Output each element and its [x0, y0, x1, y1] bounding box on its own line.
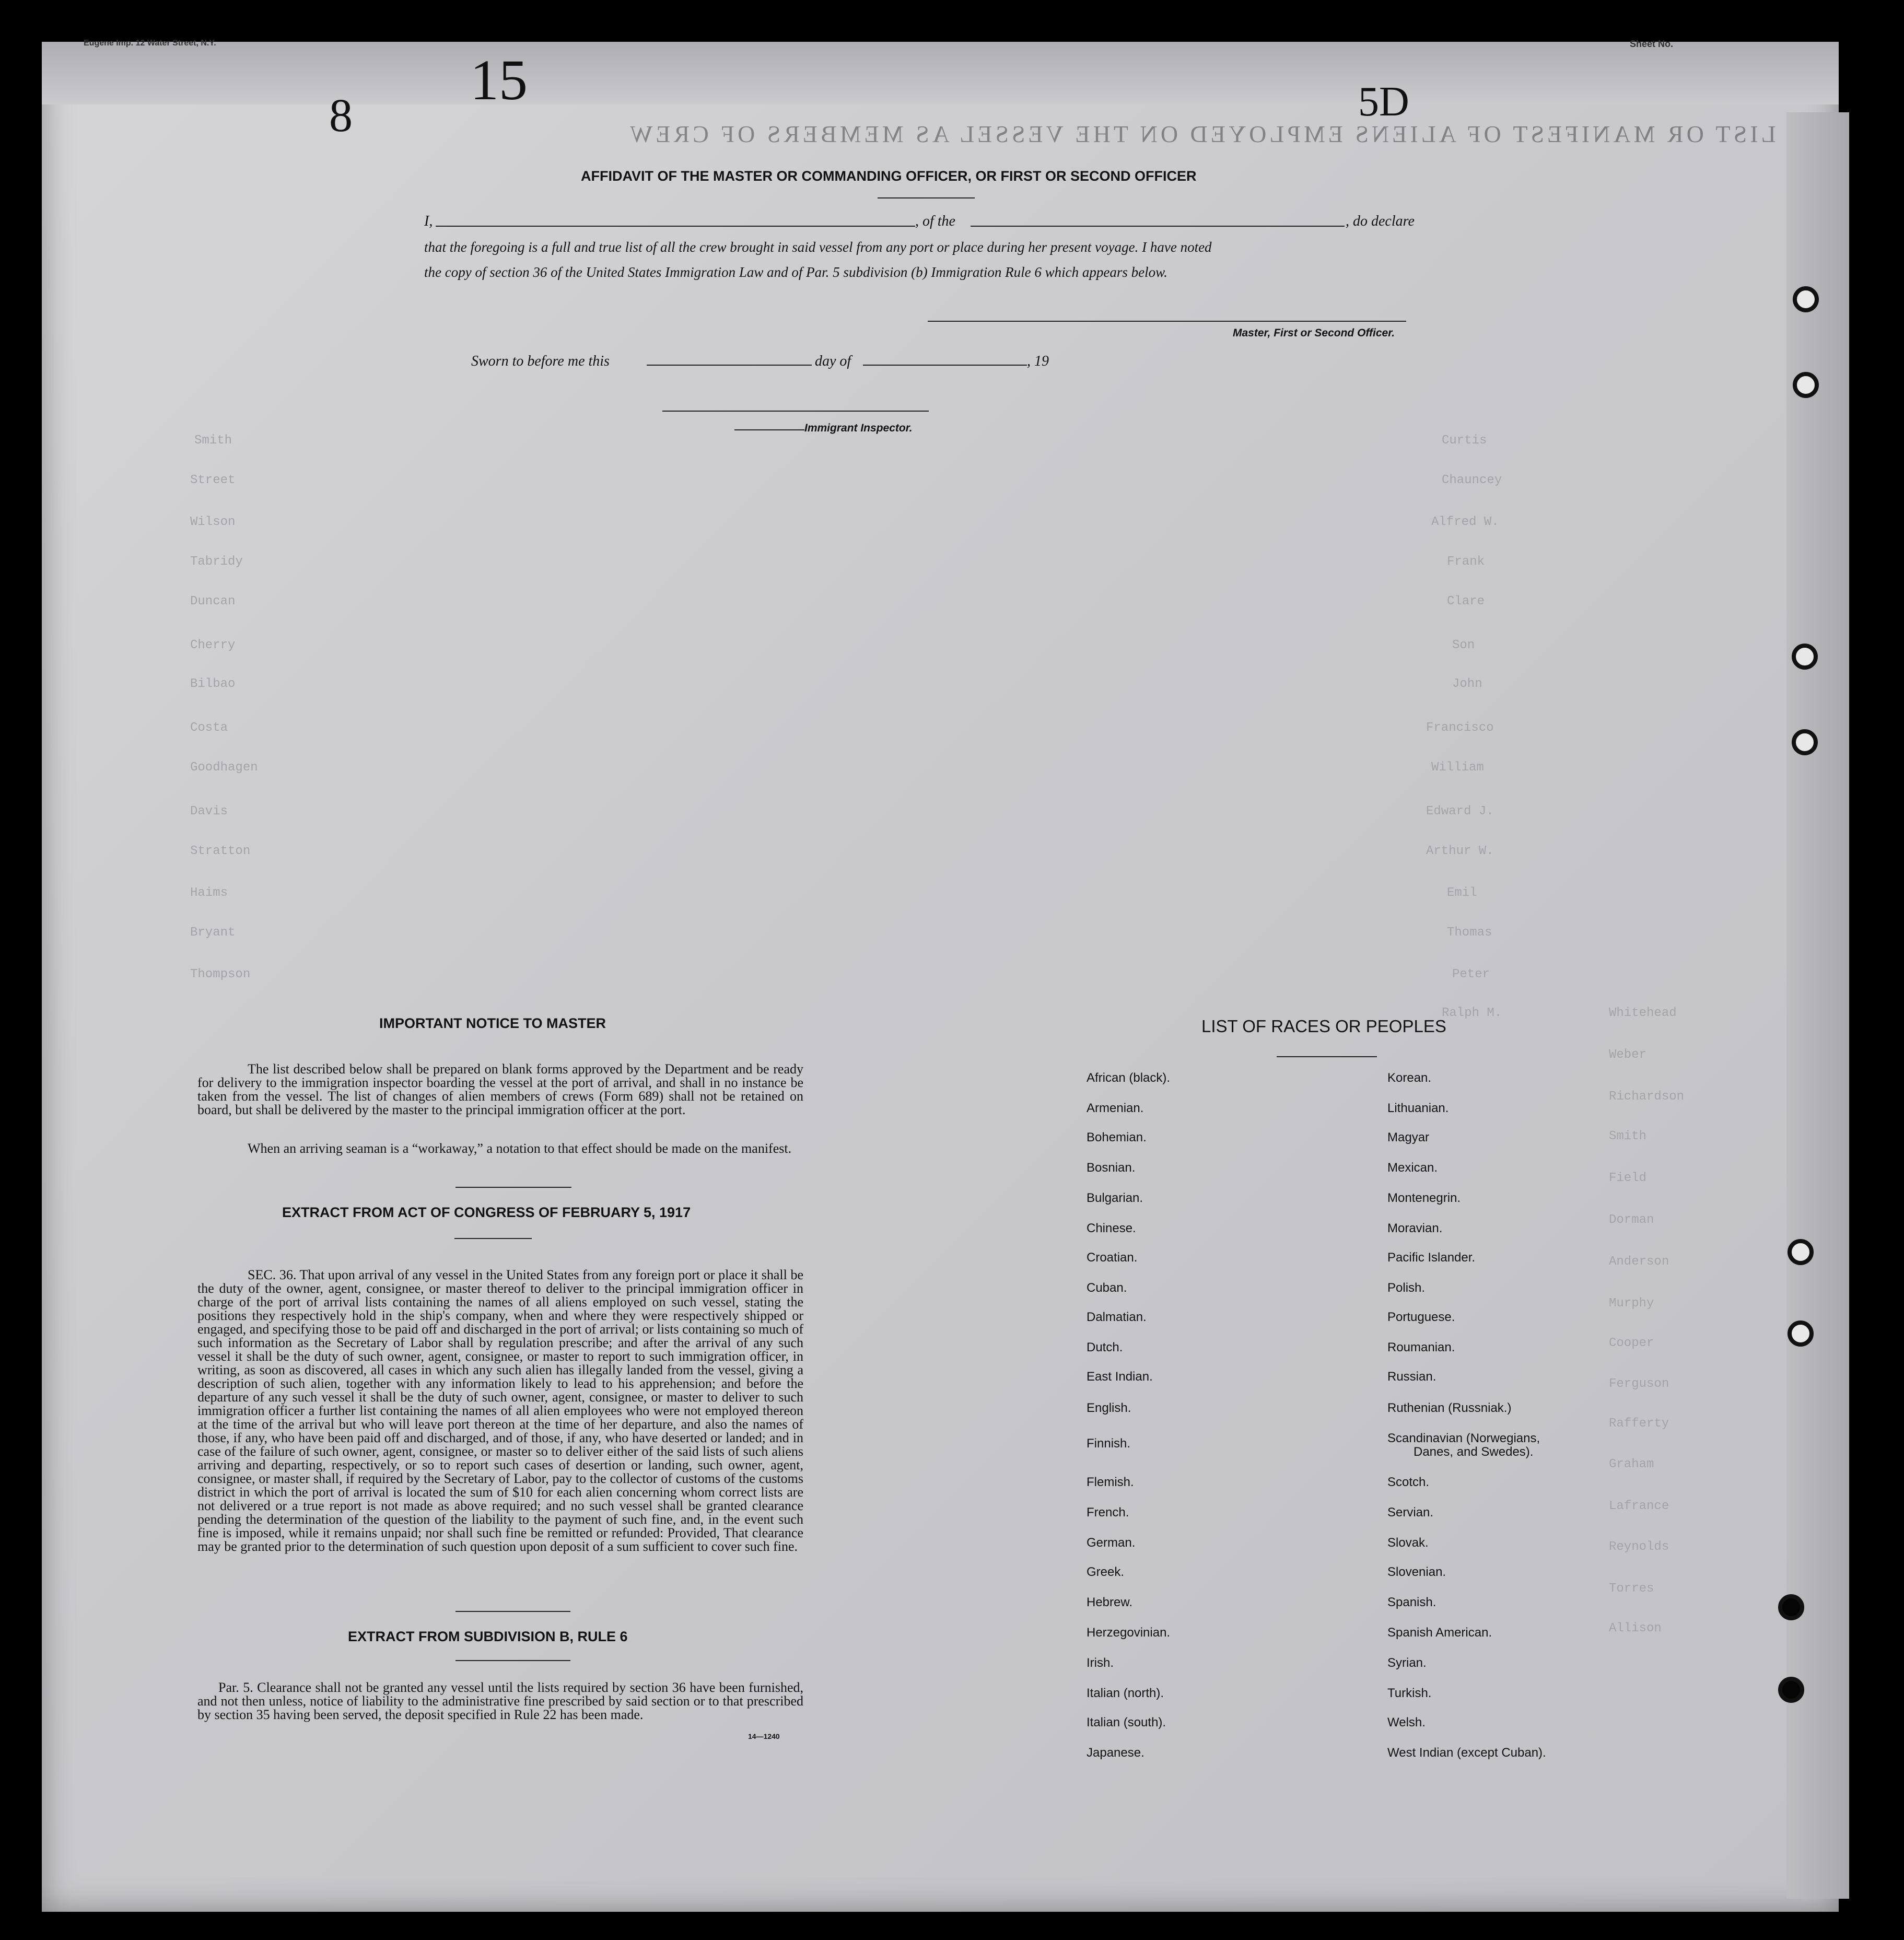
sworn-label: Sworn to before me this	[471, 353, 610, 369]
race-item: West Indian (except Cuban).	[1387, 1746, 1546, 1760]
ghost-given-name: Peter	[1452, 967, 1490, 981]
ghost-surname: Dorman	[1609, 1213, 1654, 1227]
ghost-surname: Cooper	[1609, 1336, 1654, 1350]
handwritten-mark-1: 8	[329, 90, 353, 142]
punch-hole	[1788, 1239, 1814, 1265]
ghost-surname: Torres	[1609, 1582, 1654, 1596]
handwritten-mark-3: 5D	[1358, 79, 1409, 125]
race-item: Syrian.	[1387, 1656, 1427, 1670]
sworn-day-line	[647, 365, 812, 366]
extract-act-title: EXTRACT FROM ACT OF CONGRESS OF FEBRUARY 5, 1917	[282, 1205, 691, 1220]
race-item: Magyar	[1387, 1130, 1430, 1144]
races-title: LIST OF RACES OR PEOPLES	[1201, 1016, 1446, 1036]
race-item: English.	[1087, 1401, 1131, 1415]
notice-paragraph-2: When an arriving seaman is a “workaway,” a notation to that effect should be made on the manifest.	[248, 1141, 792, 1156]
punch-hole	[1792, 644, 1818, 670]
ghost-given-name: Arthur W.	[1426, 844, 1494, 858]
ghost-given-name: Son	[1452, 638, 1475, 652]
ghost-surname: Field	[1609, 1171, 1647, 1185]
races-title-underline	[1277, 1056, 1377, 1057]
master-signature-label: Master, First or Second Officer.	[1233, 327, 1395, 339]
race-item: Irish.	[1087, 1656, 1114, 1670]
extract-act-body: SEC. 36. That upon arrival of any vessel in the United States from any foreign port or place it shall be the duty of the owner, agent, consignee, or master thereof to deliver to the principal immigration officer in charge of the port of arrival lists containing the names of all aliens employed on such vessel, stating the positions they respectively hold in the ship's company, when and where they were respectively shipped or engaged, and specifying those to be paid off and discharged in the port of arrival; or lists containing so much of such information as the Secretary of Labor shall by regulation prescribe; and after the arrival of any such vessel it shall be the duty of such owner, agent, consignee, or master to report to such immigration officer, in writing, as soon as discovered, all cases in which any such alien has illegally landed from the vessel, giving a description of such alien, together with any information likely to lead to his apprehension; and before the departure of any such vessel it shall be the duty of such owner, agent, consignee, or master to deliver to such immigration officer a further list containing the names of all alien employees who were not employed thereon at the time of the arrival but who will leave port thereon at the time of her departure, and also the names of those, if any, who have been paid off and discharged, and of those, if any, who have deserted or landed; and in case of the failure of such owner, agent, consignee, or master so to deliver either of the said lists of such aliens arriving and departing, respectively, or so to report such cases of desertion or landing, such owner, agent, consignee, or master shall, if required by the Secretary of Labor, pay to the collector of customs of the customs district in which the port of arrival is located the sum of $10 for each alien concerning whom correct lists are not delivered or a true report is not made as above required; and no such vessel shall be granted clearance pending the determination of the question of the liability to the payment of such fine, and, in the event such fine is imposed, while it remains unpaid; nor shall such fine be remitted or refunded: Provided, That clearance may be granted prior to the determination of such question upon deposit of a sum sufficient to cover such fine.	[197, 1267, 803, 1554]
ghost-given-name: Francisco	[1426, 721, 1494, 735]
race-item: Bosnian.	[1087, 1161, 1136, 1175]
notice-paragraph-1: The list described below shall be prepared on blank forms approved by the Department and be ready for delivery to the immigration inspector boarding the vessel at the port of arrival, and shall in no instance be taken from the vessel. The list of changes of alien members of crews (Form 689) shall not be retained on board, but shall be delivered by the master to the principal immigration officer at the port.	[197, 1061, 803, 1117]
ghost-surname: Bryant	[190, 926, 236, 940]
affidavit-title: AFFIDAVIT OF THE MASTER OR COMMANDING OFFICER, OR FIRST OR SECOND OFFICER	[581, 168, 1197, 184]
race-item: Hebrew.	[1087, 1595, 1133, 1609]
ghost-surname: Duncan	[190, 594, 236, 609]
ghost-surname: Wilson	[190, 515, 236, 529]
torn-header-strip	[42, 42, 1839, 104]
ghost-given-name: William	[1431, 761, 1484, 775]
punch-hole	[1778, 1677, 1804, 1703]
section-divider	[455, 1660, 570, 1661]
race-item: Armenian.	[1087, 1101, 1144, 1115]
ghost-given-name: Frank	[1447, 555, 1485, 569]
sheet-number-label: Sheet No.	[1630, 39, 1674, 49]
affidavit-declare-label: , do declare	[1346, 213, 1415, 229]
ghost-surname: Haims	[190, 886, 228, 900]
race-item: African (black).	[1087, 1071, 1171, 1085]
ghost-given-name: John	[1452, 677, 1482, 691]
inspector-label: Immigrant Inspector.	[804, 422, 913, 434]
punch-hole	[1792, 729, 1818, 755]
ghost-surname: Smith	[1609, 1129, 1647, 1143]
race-item: Dalmatian.	[1087, 1310, 1147, 1324]
ghost-surname: Reynolds	[1609, 1540, 1669, 1554]
race-item: Moravian.	[1387, 1221, 1443, 1235]
race-item: Bohemian.	[1087, 1130, 1147, 1144]
race-item: German.	[1087, 1536, 1136, 1550]
race-item: Slovenian.	[1387, 1565, 1446, 1579]
section-divider	[455, 1187, 571, 1188]
manifest-sheet	[42, 39, 1839, 1912]
race-item: Herzegovinian.	[1087, 1626, 1171, 1640]
ghost-surname: Allison	[1609, 1621, 1662, 1635]
section-divider	[454, 1238, 532, 1239]
race-item: Welsh.	[1387, 1715, 1426, 1729]
ghost-surname: Graham	[1609, 1457, 1654, 1471]
ghost-surname: Davis	[190, 804, 228, 819]
race-item: East Indian.	[1087, 1370, 1153, 1384]
ghost-surname: Thompson	[190, 967, 251, 981]
ghost-surname: Bilbao	[190, 677, 236, 691]
notice-title: IMPORTANT NOTICE TO MASTER	[379, 1015, 606, 1031]
ghost-given-name: Curtis	[1442, 434, 1487, 448]
ghost-surname: Murphy	[1609, 1296, 1654, 1311]
race-item: Scandinavian (Norwegians,	[1387, 1431, 1540, 1445]
punch-hole	[1788, 1320, 1814, 1347]
extract-rule-body: Par. 5. Clearance shall not be granted any vessel until the lists required by section 36 have been furnished, and not then unless, notice of liability to the administrative fine prescribed by said section or to that prescribed by section 35 having been served, the deposit specified in Rule 22 has been made.	[197, 1680, 803, 1722]
ghost-given-name: Emil	[1447, 886, 1477, 900]
ghost-surname: Whitehead	[1609, 1006, 1677, 1020]
race-item: Lithuanian.	[1387, 1101, 1449, 1115]
master-signature-line	[928, 321, 1406, 322]
race-item: Spanish.	[1387, 1595, 1436, 1609]
race-item: Spanish American.	[1387, 1626, 1492, 1640]
ghost-surname: Ferguson	[1609, 1377, 1669, 1391]
race-item: Italian (south).	[1087, 1715, 1166, 1729]
affidavit-of-the-label: , of the	[915, 213, 955, 229]
affidavit-statement-line-2: the copy of section 36 of the United States Immigration Law and of Par. 5 subdivision (b) Immigration Rule 6 which appears below.	[424, 264, 1167, 280]
race-item: Dutch.	[1087, 1340, 1123, 1354]
ghost-surname: Weber	[1609, 1048, 1647, 1062]
race-item: Japanese.	[1087, 1746, 1144, 1760]
bleedthrough-title: LIST OR MANIFEST OF ALIENS EMPLOYED ON THE VESSEL AS MEMBERS OF CREW	[627, 121, 1776, 147]
ghost-surname: Tabridy	[190, 555, 243, 569]
ghost-given-name: Thomas	[1447, 926, 1492, 940]
race-item: Servian.	[1387, 1505, 1434, 1520]
race-item: Finnish.	[1087, 1436, 1131, 1451]
affidavit-i-label: I,	[424, 213, 433, 229]
affidavit-statement-line-1: that the foregoing is a full and true list of all the crew brought in said vessel from any port or place during her present voyage. I have noted	[424, 239, 1212, 255]
race-item: Italian (north).	[1087, 1686, 1164, 1700]
race-item: Chinese.	[1087, 1221, 1136, 1235]
punch-hole	[1778, 1594, 1804, 1620]
ghost-given-name: Clare	[1447, 594, 1485, 609]
race-item: Cuban.	[1087, 1281, 1127, 1295]
race-item: Mexican.	[1387, 1161, 1438, 1175]
punch-hole	[1793, 372, 1819, 398]
ghost-surname: Cherry	[190, 638, 236, 652]
race-item: Slovak.	[1387, 1536, 1429, 1550]
ghost-given-name: Ralph M.	[1442, 1006, 1502, 1020]
ghost-surname: Smith	[194, 434, 232, 448]
handwritten-mark-2: 15	[470, 48, 528, 112]
section-divider	[455, 1611, 570, 1612]
printer-imprint: Eugene Imp. 12 Water Street, N.Y.	[84, 39, 216, 48]
form-number: 14—1240	[748, 1732, 780, 1740]
race-item: Greek.	[1087, 1565, 1125, 1579]
name-signature-line	[436, 226, 915, 227]
day-of-label: day of	[815, 353, 851, 369]
race-item: Pacific Islander.	[1387, 1251, 1476, 1265]
extract-rule-title: EXTRACT FROM SUBDIVISION B, RULE 6	[348, 1629, 628, 1644]
inspector-signature-line	[662, 411, 929, 412]
race-item: Korean.	[1387, 1071, 1432, 1085]
race-item: French.	[1087, 1505, 1129, 1520]
race-item: Croatian.	[1087, 1251, 1138, 1265]
race-item: Scotch.	[1387, 1475, 1430, 1489]
race-item: Turkish.	[1387, 1686, 1432, 1700]
ghost-surname: Lafrance	[1609, 1499, 1669, 1513]
ghost-surname: Street	[190, 473, 236, 487]
race-item: Ruthenian (Russniak.)	[1387, 1401, 1512, 1415]
ghost-surname: Richardson	[1609, 1090, 1685, 1104]
race-item: Flemish.	[1087, 1475, 1134, 1489]
ghost-given-name: Edward J.	[1426, 804, 1494, 819]
race-item-continuation: Danes, and Swedes).	[1414, 1445, 1534, 1459]
ghost-surname: Rafferty	[1609, 1417, 1669, 1431]
year-label: , 19	[1027, 353, 1049, 369]
vessel-name-line	[971, 226, 1345, 227]
race-item: Polish.	[1387, 1281, 1426, 1295]
race-item: Portuguese.	[1387, 1310, 1455, 1324]
ghost-surname: Costa	[190, 721, 228, 735]
ghost-surname: Stratton	[190, 844, 251, 858]
sworn-month-line	[863, 365, 1027, 366]
race-item: Roumanian.	[1387, 1340, 1455, 1354]
race-item: Bulgarian.	[1087, 1191, 1143, 1205]
punch-hole	[1793, 286, 1819, 312]
ghost-surname: Anderson	[1609, 1255, 1669, 1269]
ghost-surname: Goodhagen	[190, 761, 258, 775]
affidavit-title-underline	[878, 197, 975, 198]
inspector-short-line	[734, 429, 804, 430]
ghost-given-name: Chauncey	[1442, 473, 1502, 487]
race-item: Montenegrin.	[1387, 1191, 1461, 1205]
race-item: Russian.	[1387, 1370, 1436, 1384]
ghost-given-name: Alfred W.	[1431, 515, 1499, 529]
